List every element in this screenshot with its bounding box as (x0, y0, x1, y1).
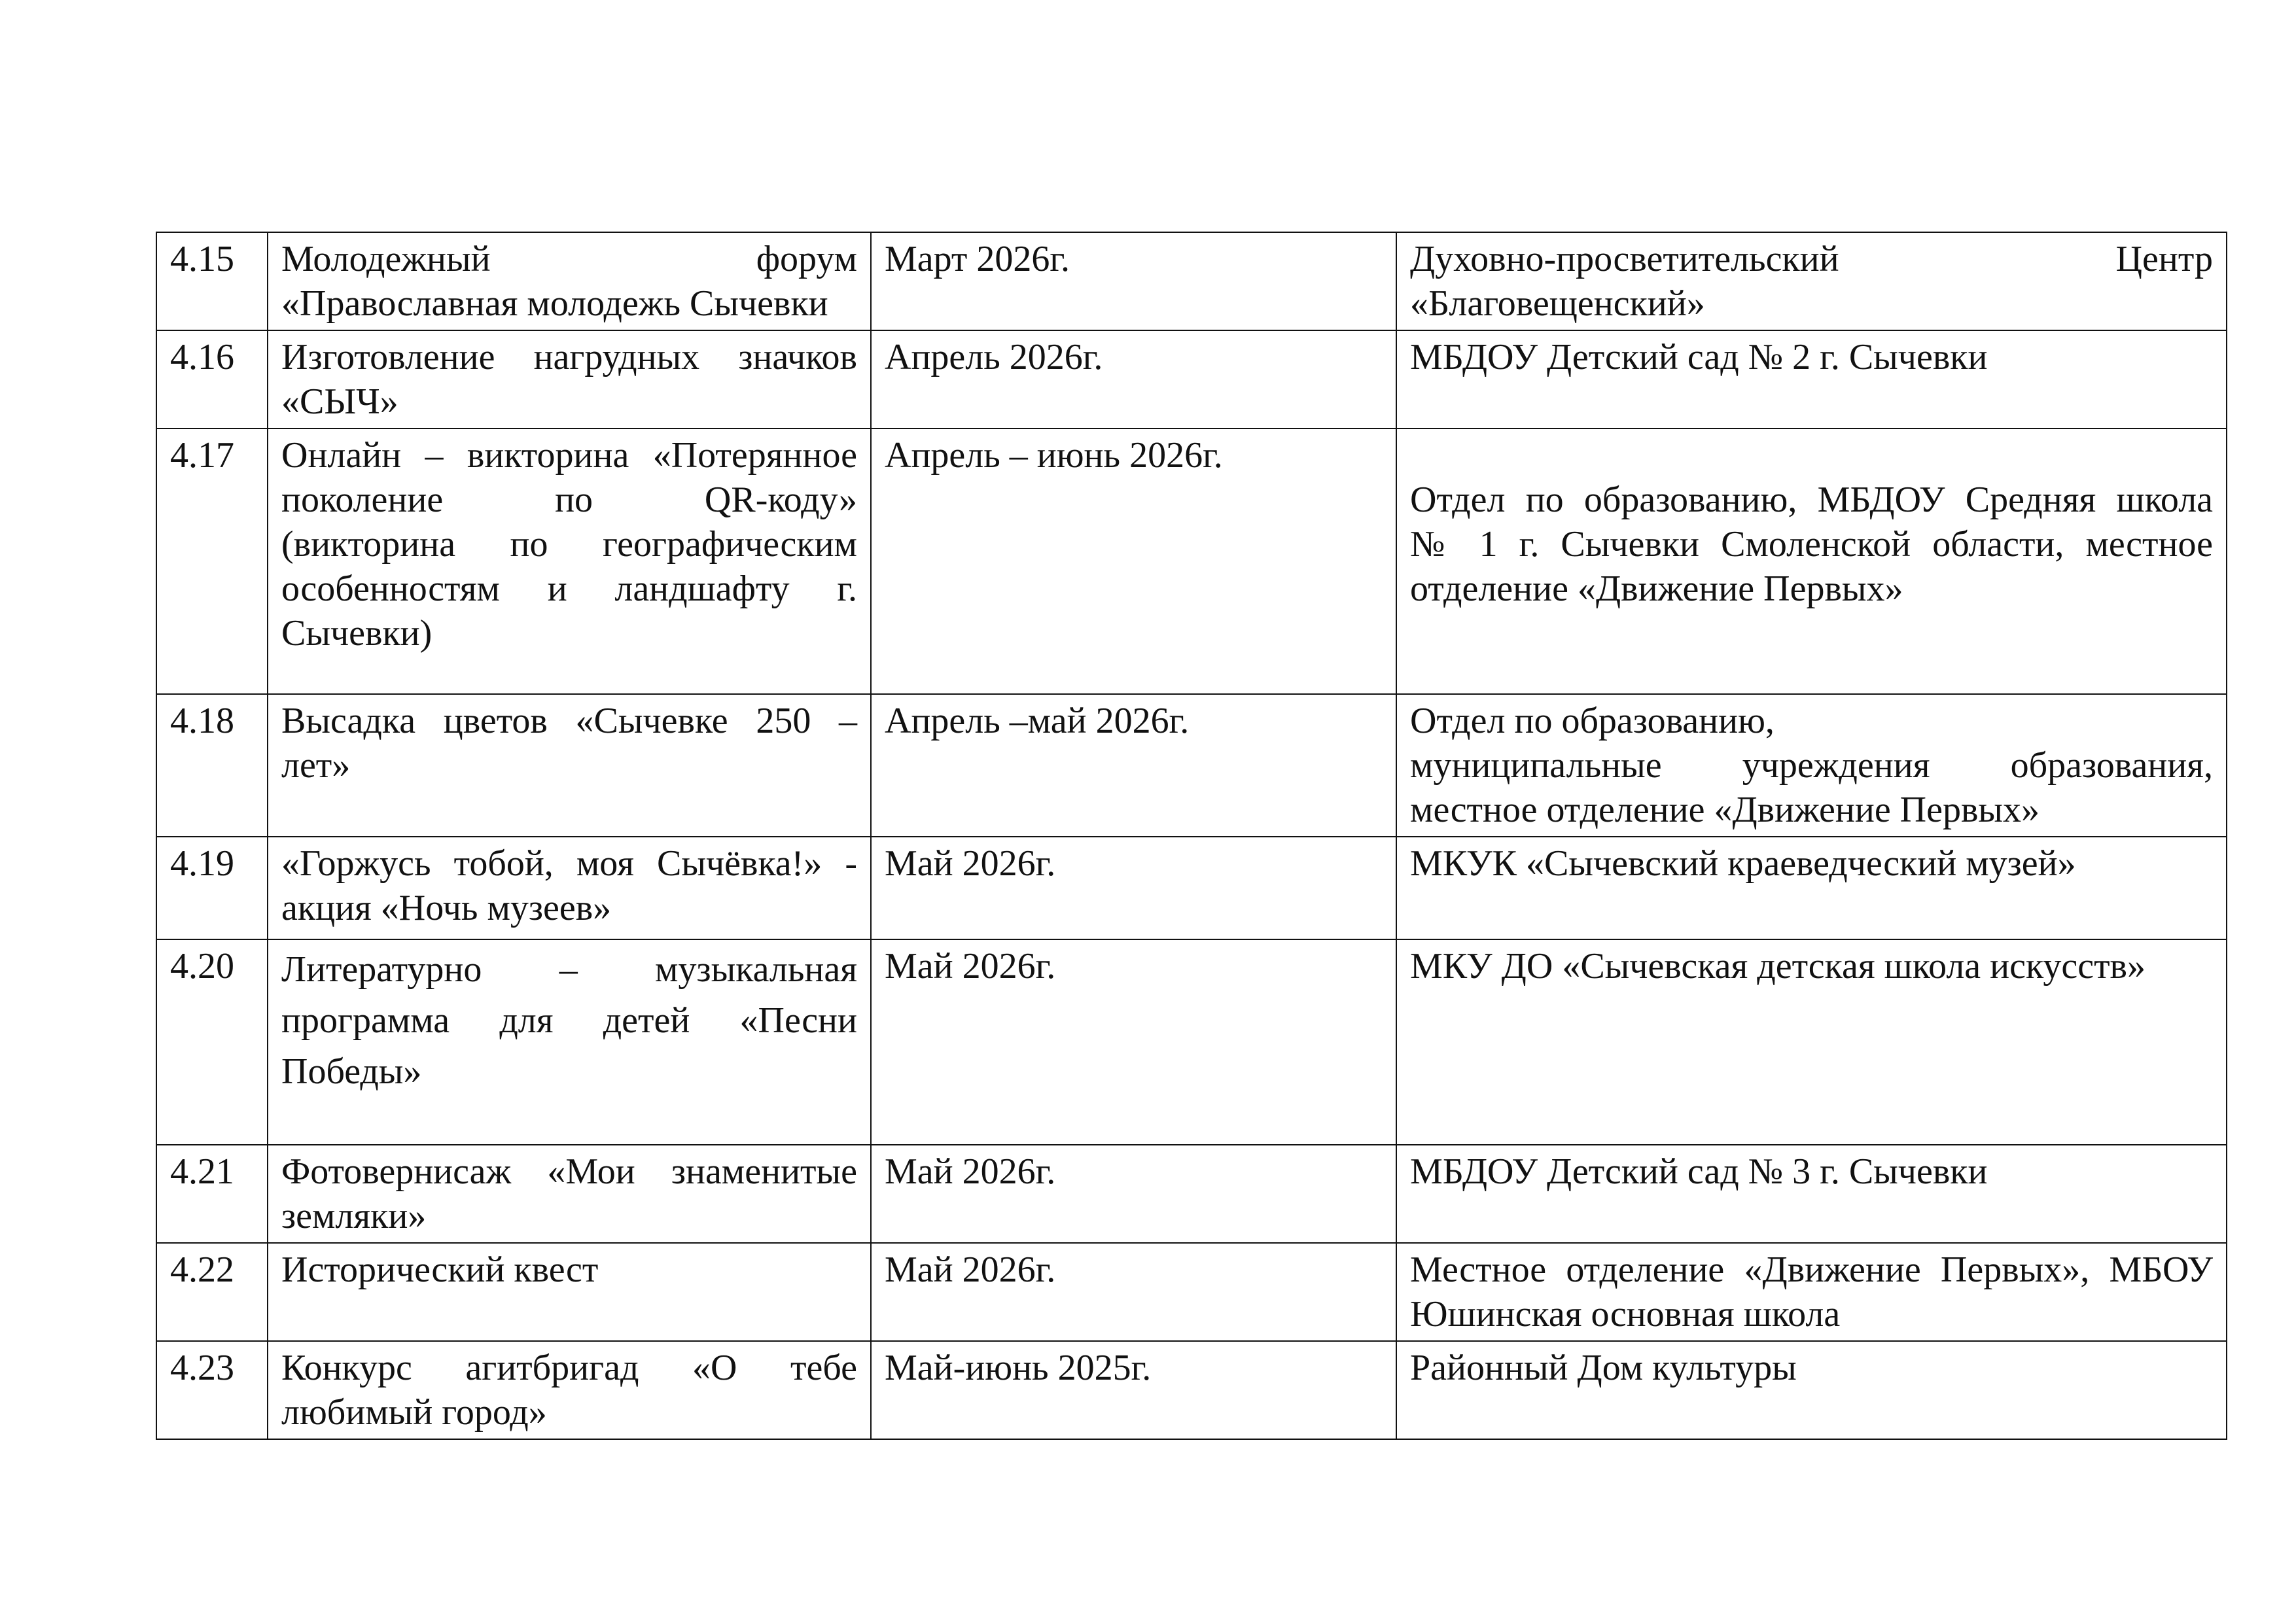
event-name (268, 939, 871, 1145)
blank-line (1410, 433, 2213, 478)
event-date: Апрель –май 2026г. (871, 694, 1396, 837)
row-number: 4.23 (156, 1341, 268, 1439)
row-number: 4.22 (156, 1243, 268, 1341)
organizer-line: № 1 г. Сычевки Смоленской области, местное (1410, 524, 2213, 565)
row-number: 4.21 (156, 1145, 268, 1243)
organizer-line: муниципальные учреждения образования, (1410, 745, 2213, 786)
event-name (268, 232, 871, 330)
event-name (268, 1243, 871, 1341)
row-number: 4.19 (156, 837, 268, 939)
row-number: 4.18 (156, 694, 268, 837)
event-name (268, 1341, 871, 1439)
event-name-line: поколение по QR-коду» (281, 480, 857, 520)
table-row (156, 1145, 2227, 1243)
event-name-line: Молодежный форум (281, 239, 857, 279)
event-date: Апрель – июнь 2026г. (871, 428, 1396, 694)
organizer-line: МКУК «Сычевский краеведческий музей» (1410, 843, 2076, 884)
event-name-line: особенностям и ландшафту г. (281, 568, 857, 609)
event-name (268, 330, 871, 428)
event-date: Май 2026г. (871, 1145, 1396, 1243)
organizer-line: местное отделение «Движение Первых» (1410, 790, 2040, 830)
organizer-line: МКУ ДО «Сычевская детская школа искусств» (1410, 946, 2146, 986)
event-name (268, 428, 871, 694)
organizer-line: МБДОУ Детский сад № 2 г. Сычевки (1410, 337, 1988, 377)
organizer-line: Юшинская основная школа (1410, 1294, 1841, 1335)
table-row (156, 428, 2227, 694)
event-date: Март 2026г. (871, 232, 1396, 330)
event-date: Май-июнь 2025г. (871, 1341, 1396, 1439)
event-name-line: программа для детей «Песни (281, 1000, 857, 1041)
event-name-line: «Горжусь тобой, моя Сычёвка!» - (281, 843, 857, 884)
event-organizer (1396, 837, 2227, 939)
row-number: 4.16 (156, 330, 268, 428)
event-date: Май 2026г. (871, 1243, 1396, 1341)
event-organizer (1396, 232, 2227, 330)
event-name-line: Сычевки) (281, 613, 433, 654)
table-row (156, 1341, 2227, 1439)
event-date: Май 2026г. (871, 939, 1396, 1145)
organizer-line: Районный Дом культуры (1410, 1348, 1797, 1388)
event-organizer (1396, 694, 2227, 837)
event-name-line: Фотовернисаж «Мои знаменитые (281, 1151, 857, 1192)
event-date: Апрель 2026г. (871, 330, 1396, 428)
event-name-line: Литературно – музыкальная (281, 949, 857, 990)
event-organizer (1396, 1341, 2227, 1439)
table-row (156, 694, 2227, 837)
event-name-line: Исторический квест (281, 1249, 599, 1290)
event-organizer (1396, 428, 2227, 694)
event-organizer (1396, 939, 2227, 1145)
event-name-line: лет» (281, 745, 351, 786)
event-name-line: акция «Ночь музеев» (281, 888, 612, 928)
event-date: Май 2026г. (871, 837, 1396, 939)
organizer-line: «Благовещенский» (1410, 283, 1705, 324)
organizer-line: Отдел по образованию, (1410, 701, 1775, 741)
table-row (156, 837, 2227, 939)
event-name-line: «СЫЧ» (281, 381, 398, 422)
table-row (156, 232, 2227, 330)
row-number: 4.15 (156, 232, 268, 330)
event-name-line: земляки» (281, 1196, 427, 1236)
row-number: 4.17 (156, 428, 268, 694)
event-name-line: Конкурс агитбригад «О тебе (281, 1348, 857, 1388)
table-row (156, 330, 2227, 428)
organizer-line: Отдел по образованию, МБДОУ Средняя школа (1410, 480, 2213, 520)
organizer-line: отделение «Движение Первых» (1410, 568, 1903, 609)
event-name (268, 694, 871, 837)
events-table (156, 232, 2227, 1440)
organizer-line: Местное отделение «Движение Первых», МБОУ (1410, 1249, 2213, 1290)
event-organizer (1396, 1145, 2227, 1243)
event-name-line: Онлайн – викторина «Потерянное (281, 435, 857, 476)
event-name-line: Изготовление нагрудных значков (281, 337, 857, 377)
event-name-line: (викторина по географическим (281, 524, 857, 565)
table-row (156, 1243, 2227, 1341)
organizer-line: МБДОУ Детский сад № 3 г. Сычевки (1410, 1151, 1988, 1192)
event-name-line: «Православная молодежь Сычевки (281, 283, 828, 324)
event-name (268, 837, 871, 939)
event-name-line: Высадка цветов «Сычевке 250 – (281, 701, 857, 741)
row-number: 4.20 (156, 939, 268, 1145)
table-row (156, 939, 2227, 1145)
event-organizer (1396, 1243, 2227, 1341)
event-organizer (1396, 330, 2227, 428)
event-name (268, 1145, 871, 1243)
event-name-line: любимый город» (281, 1392, 547, 1433)
event-name-line: Победы» (281, 1051, 422, 1092)
organizer-line: Духовно-просветительский Центр (1410, 239, 2213, 279)
